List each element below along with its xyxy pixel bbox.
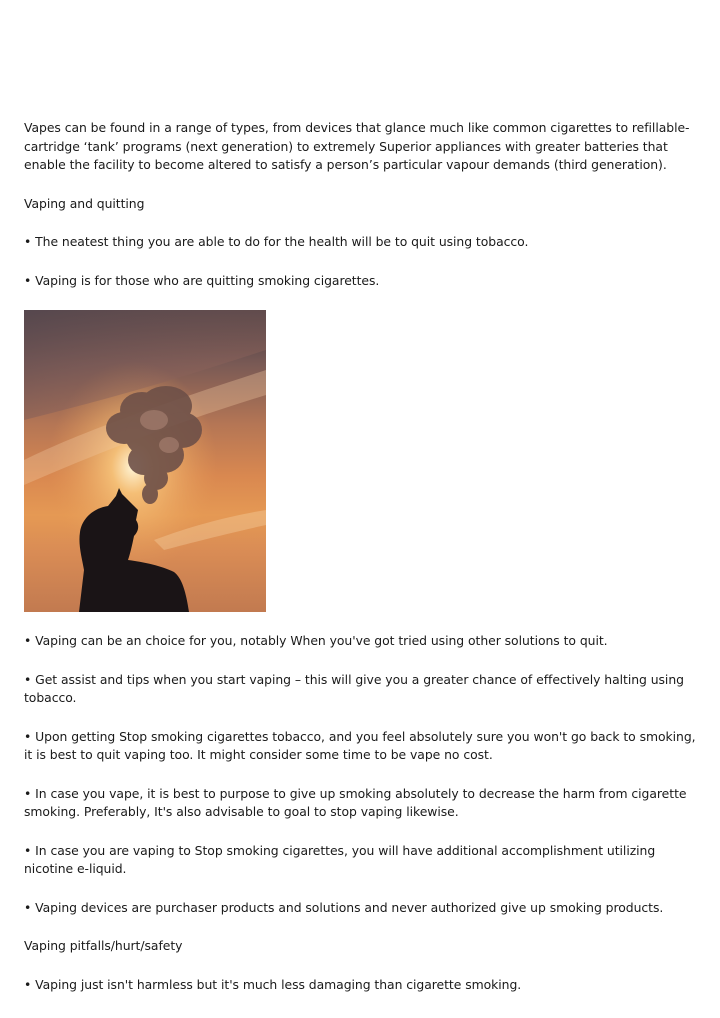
bullet-item: • Vaping can be an choice for you, notably When you've got tried using other solutions to quit. — [24, 633, 608, 648]
bullet-item: • In case you are vaping to Stop smoking cigarettes, you will have additional accomplishment utilizing nicotine e-liquid. — [24, 842, 656, 876]
vaping-photo — [24, 310, 266, 612]
bullet-item: • Get assist and tips when you start vaping – this will give you a greater chance of effectively halting using tobacco. — [24, 671, 684, 705]
bullet-item: • The neatest thing you are able to do for the health will be to quit using tobacco. — [24, 234, 529, 249]
article-body — [24, 119, 696, 1014]
bullet-item: • In case you vape, it is best to purpose to give up smoking absolutely to decrease the harm from cigarette smoking. Preferably, It's also advisable to goal to stop vaping likewise. — [24, 785, 687, 819]
intro-paragraph: Vapes can be found in a range of types, from devices that glance much like common cigarettes to refillable-cartridge ‘tank’ programs (next generation) to extremely Superior appliances with greater batteries that enable the facility to become altered to satisfy a person’s particular vapour demands (third generation). — [24, 120, 690, 172]
bullet-item: • Upon getting Stop smoking cigarettes tobacco, and you feel absolutely sure you won't go back to smoking, it is best to quit vaping too. It might consider some time to be vape no cost. — [24, 728, 696, 762]
section-heading-quitting: Vaping and quitting — [24, 195, 145, 211]
bullet-item: • Vaping devices are purchaser products and solutions and never authorized give up smoking products. — [24, 899, 664, 915]
bullet-item: • Vaping just isn't harmless but it's much less damaging than cigarette smoking. — [24, 976, 522, 992]
bullet-item: • Vaping is for those who are quitting smoking cigarettes. — [24, 272, 380, 288]
vaping-photo-illustration — [24, 310, 266, 612]
section-heading-pitfalls: Vaping pitfalls/hurt/safety — [24, 938, 183, 953]
